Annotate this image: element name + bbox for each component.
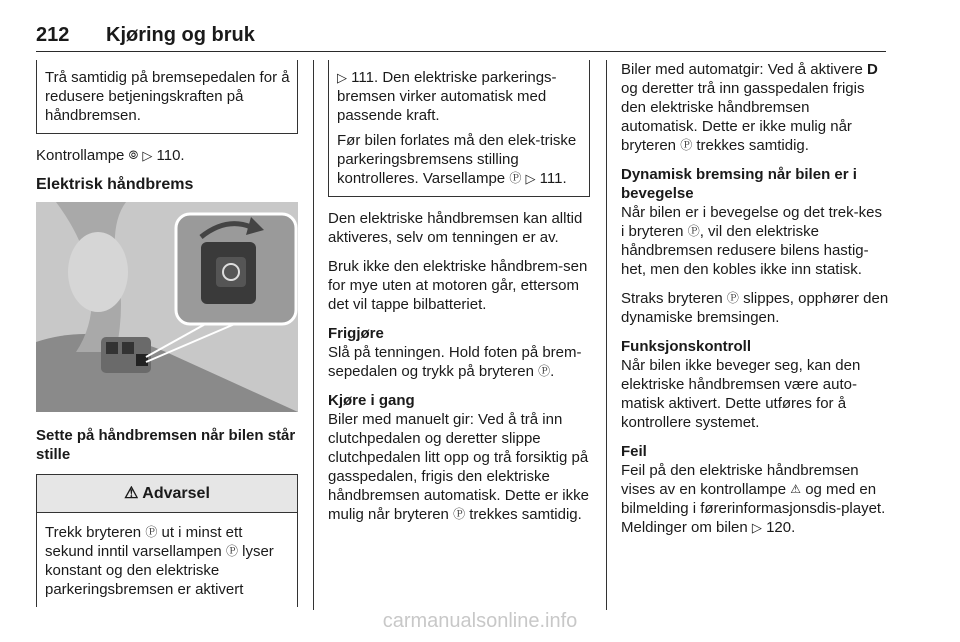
column-divider-2 (606, 60, 607, 610)
function-title: Funksjonskontroll (621, 338, 752, 355)
kontrollampe-line: Kontrollampe ⦾ ▷ 110. (36, 147, 185, 164)
page-header (36, 22, 886, 52)
watermark: carmanualsonline.info (382, 610, 578, 632)
parking-brake-icon: Ⓟ (225, 544, 238, 558)
dynamic-title: Dynamisk bremsing når bilen er i bevegelse (621, 166, 857, 202)
reference-arrow-icon: ▷ (142, 148, 153, 163)
parking-brake-photo (36, 202, 298, 412)
column-1 (36, 60, 298, 607)
parking-brake-icon: Ⓟ (726, 291, 739, 305)
section-title: Elektrisk håndbrems (36, 176, 194, 193)
parking-brake-icon: Ⓟ (680, 138, 693, 152)
dynamic-text: Når bilen er i bevegelse og det trek-kes i bryteren Ⓟ, vil den elektriske håndbremsen redusere bilens hastig-het, men den kobles ikke inn statisk. (621, 204, 882, 278)
frigjore-text: Slå på tenningen. Hold foten på brem-sepedalen og trykk på bryteren Ⓟ. (328, 344, 582, 380)
parking-brake-icon: Ⓟ (453, 507, 466, 521)
function-text: Når bilen ikke beveger seg, kan den elektriske håndbremsen være auto-matisk aktivert. Dette utføres for å kontrollere systemet. (621, 357, 861, 431)
reference-arrow-icon: ▷ (525, 171, 536, 186)
fault-title: Feil (621, 443, 647, 460)
reference-arrow-icon: ▷ (337, 70, 347, 85)
fault-text: Feil på den elektriske håndbremsen vises av en kontrollampe ⚠ og med en bilmelding i førerinformasjonsdis-playet. Meldinger om bilen ▷ 120. (621, 462, 886, 536)
kjore-title: Kjøre i gang (328, 392, 415, 409)
page-number: 212 (36, 24, 70, 46)
warning-box (36, 474, 298, 607)
warning-body: Trekk bryteren Ⓟ ut i minst ett sekund inntil varsellampen Ⓟ lyser konstant og den elektriske parkeringsbremsen er aktivert (45, 524, 274, 598)
parking-brake-icon: Ⓟ (509, 171, 522, 185)
page-title: Kjøring og bruk (106, 24, 255, 46)
warning-header: ⚠ Advarsel (37, 475, 297, 513)
paragraph: Bruk ikke den elektriske håndbrem-sen for mye uten at motoren går, ettersom det vil tappe bilbatteriet. (328, 258, 588, 313)
column-3 (621, 60, 889, 547)
column-2 (328, 60, 590, 534)
kjore-text: Biler med manuelt gir: Ved å trå inn clutchpedalen og deretter slippe clutchpedalen litt opp og trå forsiktig på gasspedalen, frigis den elektriske håndbremsen automatisk. Dette er ikke mulig når bryteren Ⓟ trekkes samtidig. (328, 411, 589, 523)
automatic-paragraph: Biler med automatgir: Ved å aktivere D og deretter trå inn gasspedalen frigis den elektriske håndbremsen automatisk. Dette er ikke mulig når bryteren Ⓟ trekkes samtidig. (621, 61, 878, 154)
continued-warning-box: ▷ 111. Den elektriske parkerings-bremsen virker automatisk med passende kraft. Før bilen forlates må den elek-triske parkeringsbremsens stilling kontrolleres. Varsellampe Ⓟ ▷ 111. (328, 60, 590, 197)
dynamic-text-2: Straks bryteren Ⓟ slippes, opphører den dynamiske bremsingen. (621, 290, 889, 326)
brake-warning-icon: ⦾ (128, 148, 139, 162)
paragraph: Den elektriske håndbremsen kan alltid aktiveres, selv om tenningen er av. (328, 210, 583, 246)
note-box (36, 60, 298, 134)
parking-brake-icon: Ⓟ (538, 364, 551, 378)
sub-title: Sette på håndbremsen når bilen står stille (36, 427, 296, 463)
frigjore-title: Frigjøre (328, 325, 384, 342)
column-divider-1 (313, 60, 314, 610)
warning-icon: ⚠ (124, 485, 139, 502)
fault-lamp-icon: ⚠ (790, 482, 802, 496)
parking-brake-icon: Ⓟ (145, 525, 158, 539)
reference-arrow-icon: ▷ (751, 520, 762, 535)
parking-brake-icon: Ⓟ (687, 224, 700, 238)
note-text: Trå samtidig på bremsepedalen for å redusere betjeningskraften på håndbremsen. (45, 69, 290, 124)
